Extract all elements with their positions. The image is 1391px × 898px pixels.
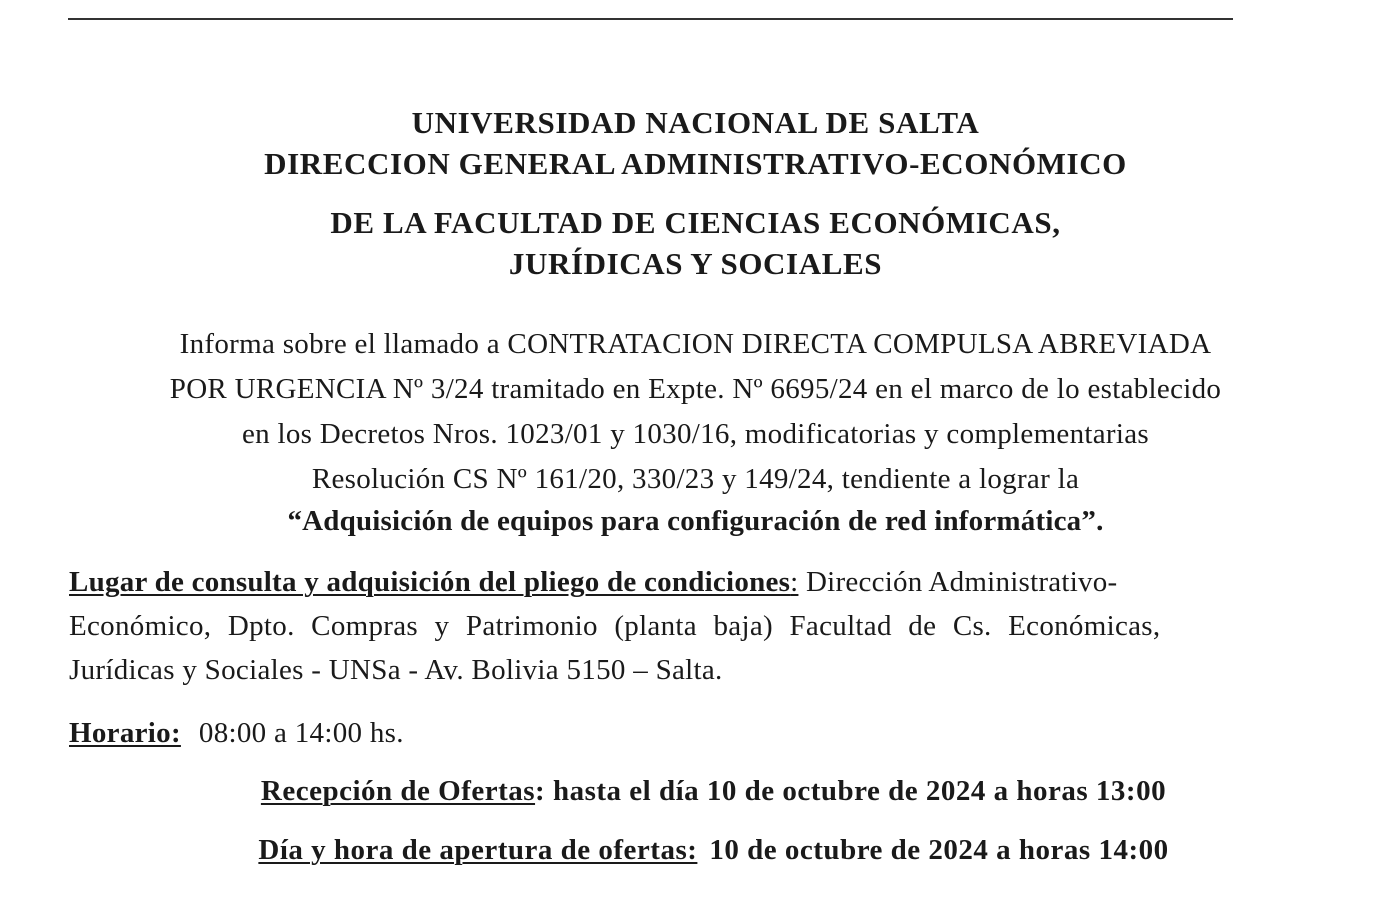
lugar-line-1 <box>69 560 1117 605</box>
header-university: UNIVERSIDAD NACIONAL DE SALTA <box>411 105 980 140</box>
lugar-text-1: Dirección Administrativo- <box>798 566 1118 598</box>
procurement-object: “Adquisición de equipos para configuración de red informática”. <box>287 505 1104 537</box>
apertura-label: Día y hora de apertura de ofertas: <box>258 834 698 866</box>
horario-row <box>69 712 404 754</box>
intro-line-4: Resolución CS Nº 161/20, 330/23 y 149/24, tendiente a lograr la <box>311 463 1080 495</box>
recepcion-label: Recepción de Ofertas <box>260 775 536 807</box>
apertura-value: 10 de octubre de 2024 a horas 14:00 <box>709 834 1169 866</box>
apertura-row <box>0 829 1391 871</box>
intro-line-3: en los Decretos Nros. 1023/01 y 1030/16, modificatorias y complementarias <box>241 418 1149 450</box>
header-direccion: DIRECCION GENERAL ADMINISTRATIVO-ECONÓMICO <box>264 146 1127 181</box>
horario-label: Horario: <box>69 717 181 749</box>
recepcion-text: : hasta el día 10 de octubre de 2024 a horas 13:00 <box>535 775 1167 807</box>
intro-line-2: POR URGENCIA Nº 3/24 tramitado en Expte. Nº 6695/24 en el marco de lo establecido <box>169 373 1222 405</box>
lugar-label: Lugar de consulta y adquisición del pliego de condiciones <box>69 566 791 598</box>
recepcion-row <box>0 770 1391 812</box>
lugar-line-2: Económico, Dpto. Compras y Patrimonio (planta baja) Facultad de Cs. Económicas, <box>69 610 1161 642</box>
lugar-line-3: Jurídicas y Sociales - UNSa - Av. Bolivia 5150 – Salta. <box>69 654 723 686</box>
intro-line-1: Informa sobre el llamado a CONTRATACION DIRECTA COMPULSA ABREVIADA <box>179 328 1212 360</box>
header-juridicas: JURÍDICAS Y SOCIALES <box>508 246 883 281</box>
header-facultad: DE LA FACULTAD DE CIENCIAS ECONÓMICAS, <box>330 205 1061 240</box>
top-divider <box>68 18 1233 20</box>
lugar-label-colon: : <box>790 566 799 598</box>
horario-value: 08:00 a 14:00 hs. <box>198 717 404 749</box>
